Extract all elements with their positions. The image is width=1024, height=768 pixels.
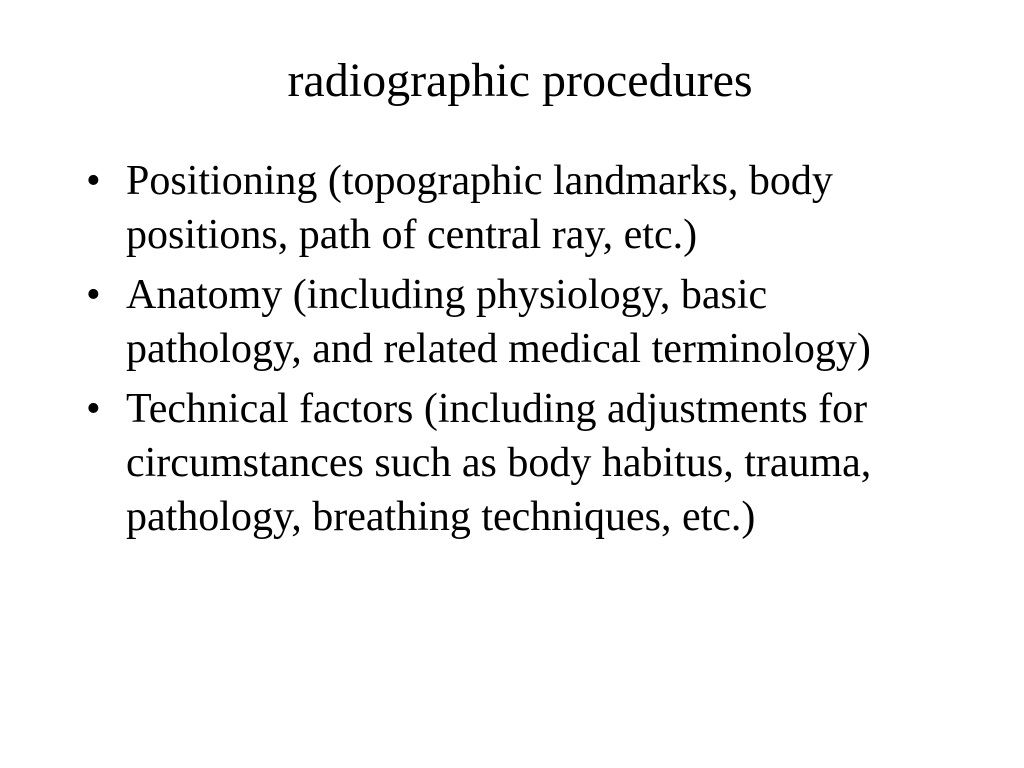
bullet-text: Technical factors (including adjustments for circumstances such as body habitus, trauma, pathology, breathing techniques, etc.) — [126, 386, 872, 540]
bullet-icon: • — [86, 272, 101, 318]
bullet-icon: • — [86, 158, 101, 204]
bullet-item-technical-factors — [86, 382, 946, 544]
bullet-item-positioning — [86, 154, 946, 262]
bullet-icon: • — [86, 386, 101, 432]
slide-title: radiographic procedures — [287, 54, 753, 107]
bullet-text: Positioning (topographic landmarks, body positions, path of central ray, etc.) — [126, 158, 833, 258]
bullet-text: Anatomy (including physiology, basic pathology, and related medical terminology) — [126, 272, 871, 372]
bullet-list — [86, 154, 946, 550]
bullet-item-anatomy — [86, 268, 946, 376]
